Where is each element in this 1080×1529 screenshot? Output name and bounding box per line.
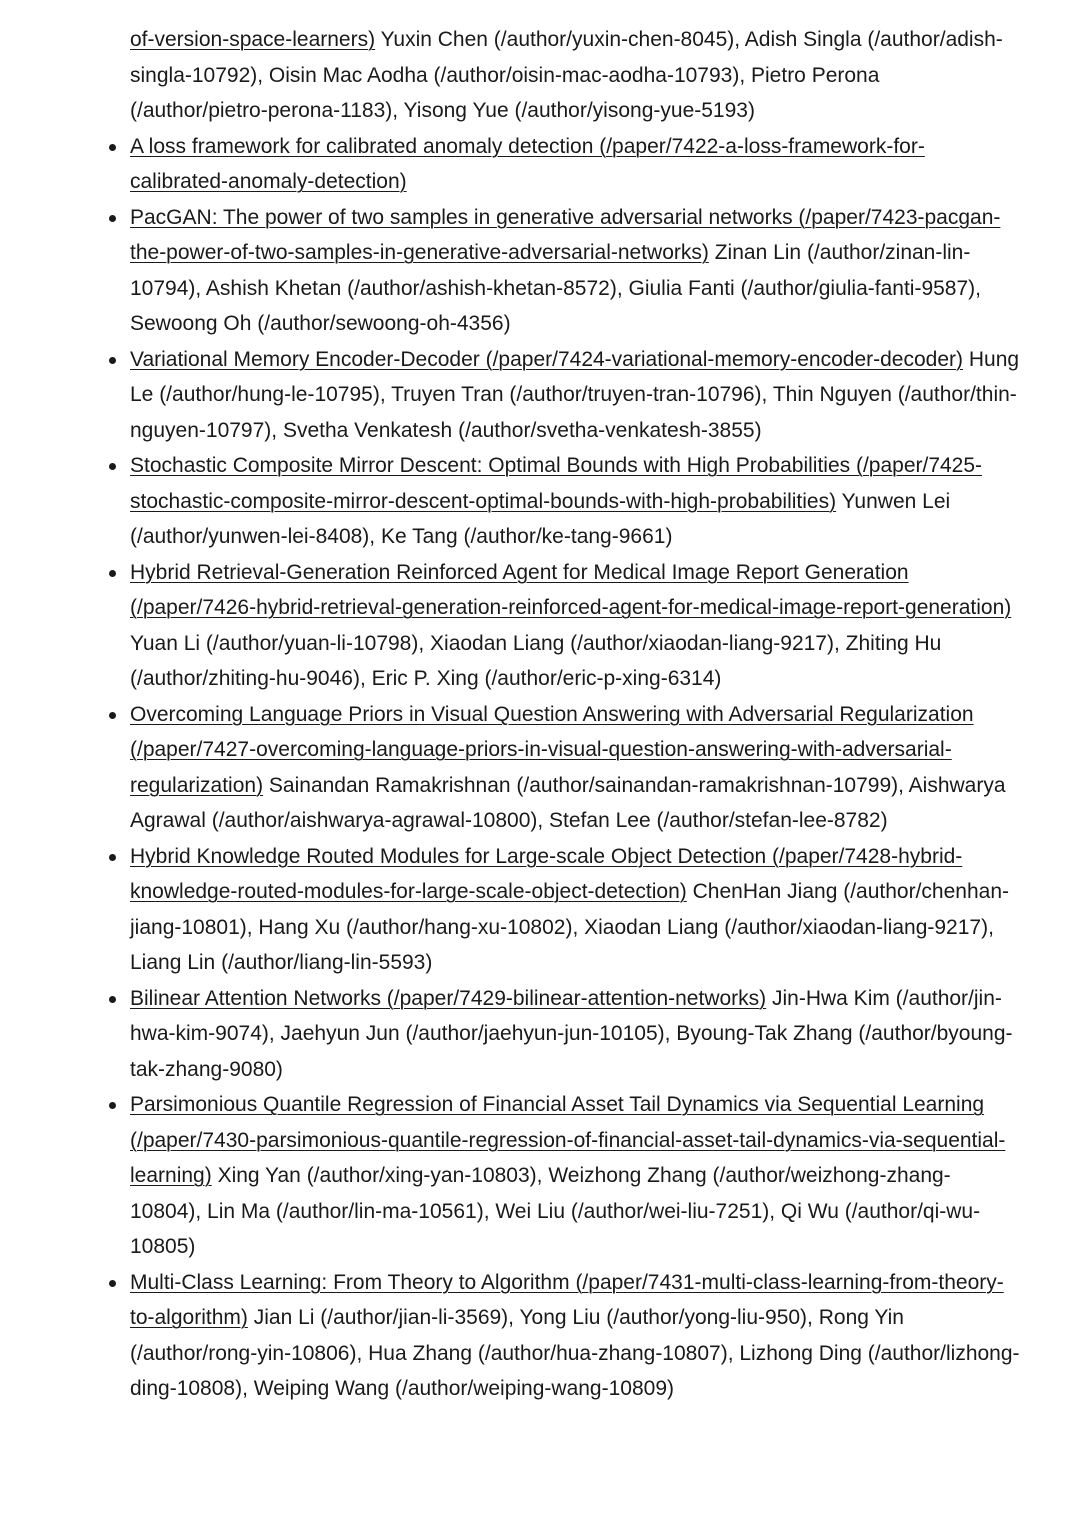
author-list: Sainandan Ramakrishnan (/author/sainandan-ramakrishnan-10799), Aishwarya Agrawal (/author/aishwarya-agrawal-10800), Stefan Lee (/author/stefan-lee-8782) [130, 773, 1006, 832]
paper-link-continued[interactable]: of-version-space-learners) [130, 28, 376, 51]
list-item [130, 697, 1020, 839]
list-item [130, 1087, 1020, 1265]
paper-link[interactable]: Overcoming Language Priors in Visual Question Answering with Adversarial Regularization (/paper/7427-overcoming-language-priors-in-visual-question-answering-with-adversarial-regularization) [130, 702, 974, 797]
author-list: Xing Yan (/author/xing-yan-10803), Weizhong Zhang (/author/weizhong-zhang-10804), Lin Ma (/author/lin-ma-10561), Wei Liu (/author/wei-liu-7251), Qi Wu (/author/qi-wu-10805) [130, 1164, 981, 1258]
list-item [130, 839, 1020, 981]
author-list: Yuxin Chen (/author/yuxin-chen-8045), Adish Singla (/author/adish-singla-10792), Oisin Mac Aodha (/author/oisin-mac-aodha-10793), Pietro Perona (/author/pietro-perona-1183), Yisong Yue (/author/yisong-yue-5193) [130, 28, 1003, 122]
list-item [130, 1265, 1020, 1407]
list-item [130, 448, 1020, 555]
author-list: ChenHan Jiang (/author/chenhan-jiang-10801), Hang Xu (/author/hang-xu-10802), Xiaodan Liang (/author/xiaodan-liang-9217), Liang Lin (/author/liang-lin-5593) [130, 880, 1009, 974]
author-list: Yuan Li (/author/yuan-li-10798), Xiaodan Liang (/author/xiaodan-liang-9217), Zhiting Hu (/author/zhiting-hu-9046), Eric P. Xing (/author/eric-p-xing-6314) [130, 631, 942, 690]
paper-link[interactable]: Stochastic Composite Mirror Descent: Optimal Bounds with High Probabilities (/paper/7425-stochastic-composite-mirror-descent-optimal-bounds-with-high-probabilities) [130, 454, 983, 513]
author-list: Yunwen Lei (/author/yunwen-lei-8408), Ke Tang (/author/ke-tang-9661) [130, 489, 951, 548]
continued-list-item [130, 22, 1020, 129]
paper-link[interactable]: Bilinear Attention Networks (/paper/7429-bilinear-attention-networks) [130, 986, 767, 1010]
paper-list [130, 129, 1020, 1407]
author-list: Jin-Hwa Kim (/author/jin-hwa-kim-9074), Jaehyun Jun (/author/jaehyun-jun-10105), Byoung-Tak Zhang (/author/byoung-tak-zhang-9080) [130, 986, 1013, 1081]
paper-link[interactable]: Variational Memory Encoder-Decoder (/paper/7424-variational-memory-encoder-decoder) [130, 347, 963, 371]
author-list: Jian Li (/author/jian-li-3569), Yong Liu (/author/yong-liu-950), Rong Yin (/author/rong-yin-10806), Hua Zhang (/author/hua-zhang-10807), Lizhong Ding (/author/lizhong-ding-10808), Weiping Wang (/author/weiping-wang-10809) [130, 1306, 1020, 1400]
paper-link[interactable]: Multi-Class Learning: From Theory to Algorithm (/paper/7431-multi-class-learning-from-theory-to-algorithm) [130, 1270, 1004, 1329]
list-item [130, 129, 1020, 200]
list-item [130, 981, 1020, 1088]
list-item [130, 555, 1020, 697]
author-list: Zinan Lin (/author/zinan-lin-10794), Ashish Khetan (/author/ashish-khetan-8572), Giulia Fanti (/author/giulia-fanti-9587), Sewoong Oh (/author/sewoong-oh-4356) [130, 241, 981, 335]
author-list: Hung Le (/author/hung-le-10795), Truyen Tran (/author/truyen-tran-10796), Thin Nguyen (/author/thin-nguyen-10797), Svetha Venkatesh (/author/svetha-venkatesh-3855) [130, 347, 1020, 442]
list-item [130, 200, 1020, 342]
paper-link[interactable]: Parsimonious Quantile Regression of Financial Asset Tail Dynamics via Sequential Learning (/paper/7430-parsimonious-quantile-regression-of-financial-asset-tail-dynamics-via-sequential-learning) [130, 1093, 1006, 1187]
paper-link[interactable]: Hybrid Retrieval-Generation Reinforced Agent for Medical Image Report Generation (/paper/7426-hybrid-retrieval-generation-reinforced-agent-for-medical-image-report-generation) [130, 560, 1012, 619]
paper-link[interactable]: Hybrid Knowledge Routed Modules for Large-scale Object Detection (/paper/7428-hybrid-knowledge-routed-modules-for-large-scale-object-detection) [130, 844, 963, 903]
paper-link[interactable]: PacGAN: The power of two samples in generative adversarial networks (/paper/7423-pacgan-the-power-of-two-samples-in-generative-adversarial-networks) [130, 205, 1001, 264]
list-item [130, 342, 1020, 449]
paper-link[interactable]: A loss framework for calibrated anomaly detection (/paper/7422-a-loss-framework-for-calibrated-anomaly-detection) [130, 134, 925, 193]
